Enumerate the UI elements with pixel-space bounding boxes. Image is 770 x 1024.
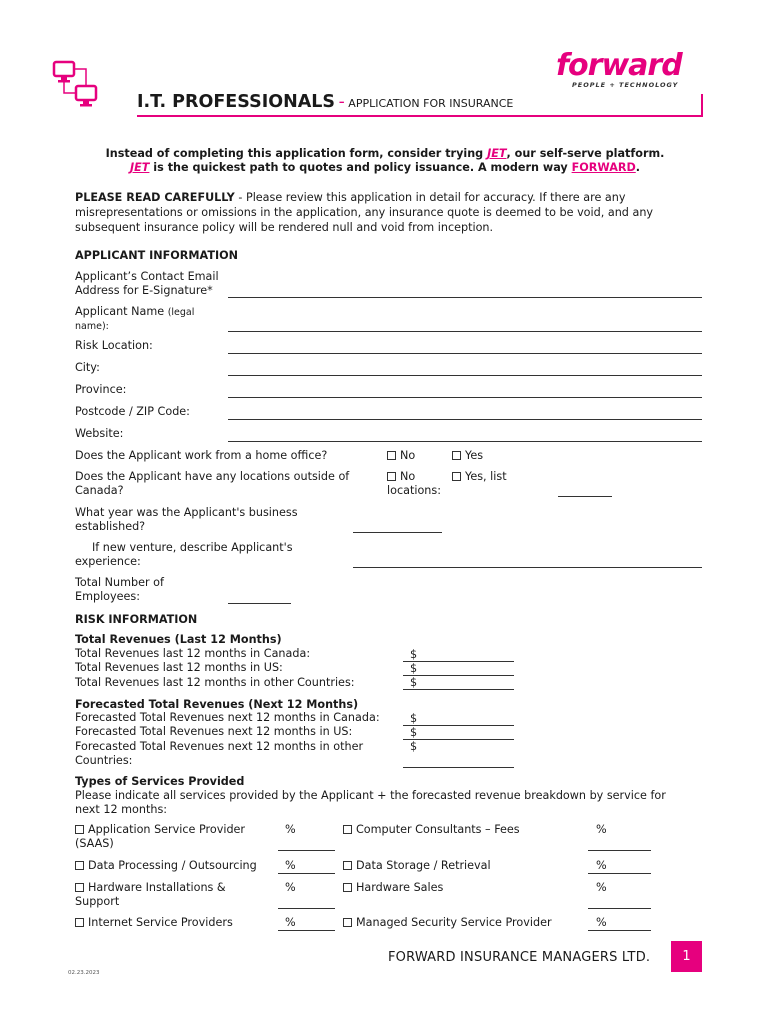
- locations-list-field[interactable]: [558, 496, 612, 497]
- computers-icon: [52, 58, 100, 110]
- service-label: Hardware Installations &: [88, 881, 226, 894]
- services-heading: Types of Services Provided: [75, 775, 245, 788]
- home-office-question: Does the Applicant work from a home office?: [75, 449, 328, 462]
- service-managed-security[interactable]: [343, 916, 552, 930]
- description-line: Please indicate all services provided by the Applicant + the forecasted revenue breakdown by service for: [75, 789, 666, 802]
- name-label-small: (legal: [167, 307, 195, 318]
- service-isp[interactable]: [75, 916, 233, 930]
- checkbox[interactable]: [75, 918, 84, 927]
- home-office-no[interactable]: [387, 449, 415, 462]
- checkbox[interactable]: [343, 825, 352, 834]
- notice-text: subsequent insurance policy will be rendered null and void from inception.: [75, 221, 494, 234]
- question-line: established?: [75, 520, 146, 533]
- service-saas[interactable]: [75, 823, 245, 851]
- name-label-small: name):: [75, 321, 109, 332]
- notice: [75, 190, 715, 235]
- employees-field[interactable]: [228, 603, 291, 604]
- jet-link[interactable]: JET: [487, 147, 507, 160]
- province-label: Province:: [75, 383, 127, 396]
- forward-logo: [556, 50, 702, 92]
- hardware-installations-percent-field[interactable]: [278, 908, 335, 909]
- managed-security-percent-field[interactable]: [588, 930, 651, 931]
- service-label: Data Storage / Retrieval: [356, 859, 491, 872]
- service-label: Internet Service Providers: [88, 916, 233, 929]
- consultants-percent-field[interactable]: [588, 850, 651, 851]
- revenue-row-label: Forecasted Total Revenues next 12 months in US:: [75, 725, 353, 739]
- year-field[interactable]: [353, 532, 442, 533]
- postcode-field[interactable]: [228, 419, 702, 420]
- logo-wordmark: forward: [556, 48, 682, 83]
- title-corner: [701, 94, 703, 117]
- question-line: experience:: [75, 555, 141, 568]
- locations-no[interactable]: [387, 470, 441, 498]
- intro-text: .: [635, 161, 641, 174]
- revenue-row-label: Total Revenues last 12 months in US:: [75, 661, 283, 675]
- email-label-line: Address for E-Signature*: [75, 284, 213, 297]
- forecast-revenues-rows: [75, 711, 380, 768]
- locations-yes[interactable]: [452, 470, 507, 483]
- service-label: Hardware Sales: [356, 881, 444, 894]
- checkbox[interactable]: [452, 472, 461, 481]
- currency-symbol: $: [410, 648, 418, 661]
- venture-field[interactable]: [353, 567, 702, 568]
- year-question: [75, 506, 298, 534]
- label-line: Employees:: [75, 590, 141, 603]
- total-canada-field[interactable]: [403, 661, 514, 662]
- currency-symbol: $: [410, 676, 418, 689]
- option-label: Yes, list: [465, 470, 507, 483]
- service-computer-consultants[interactable]: [343, 823, 520, 837]
- checkbox[interactable]: [343, 918, 352, 927]
- title-separator: -: [338, 92, 345, 112]
- question-line: If new venture, describe Applicant's: [92, 541, 293, 554]
- checkbox[interactable]: [343, 861, 352, 870]
- description-line: next 12 months:: [75, 803, 168, 816]
- risk-location-field[interactable]: [228, 353, 702, 354]
- checkbox[interactable]: [343, 883, 352, 892]
- label-line: Total Number of: [75, 576, 164, 589]
- total-us-field[interactable]: [403, 675, 514, 676]
- checkbox[interactable]: [75, 861, 84, 870]
- forward-link[interactable]: FORWARD: [571, 161, 636, 174]
- question-line: Canada?: [75, 484, 124, 497]
- title-subtitle: APPLICATION FOR INSURANCE: [348, 97, 514, 110]
- email-label-line: Applicant’s Contact Email: [75, 270, 219, 283]
- footer-company: FORWARD INSURANCE MANAGERS LTD.: [388, 950, 651, 965]
- venture-question: [75, 541, 293, 569]
- total-other-field[interactable]: [403, 689, 514, 690]
- pct-symbol: %: [596, 823, 607, 836]
- option-label: locations:: [387, 484, 441, 497]
- city-label: City:: [75, 361, 100, 374]
- total-revenues-heading: Total Revenues (Last 12 Months): [75, 633, 282, 646]
- option-label: No: [400, 449, 416, 462]
- title-main: I.T. PROFESSIONALS: [137, 92, 336, 112]
- province-field[interactable]: [228, 397, 702, 398]
- question-line: Does the Applicant have any locations outside of: [75, 470, 350, 483]
- option-label: No: [400, 470, 416, 483]
- isp-percent-field[interactable]: [278, 930, 335, 931]
- checkbox[interactable]: [387, 451, 396, 460]
- forecast-us-field[interactable]: [403, 739, 514, 740]
- intro-text: is the quickest path to quotes and policy issuance. A modern way: [149, 161, 572, 174]
- service-label: Managed Security Service Provider: [356, 916, 552, 929]
- total-revenues-rows: [75, 647, 355, 690]
- revenue-row-label: Total Revenues last 12 months in other Countries:: [75, 675, 355, 689]
- pct-symbol: %: [596, 916, 607, 929]
- name-label: [75, 305, 194, 334]
- email-label: [75, 270, 219, 298]
- pct-symbol: %: [285, 881, 296, 894]
- service-hardware-installations[interactable]: [75, 881, 226, 909]
- currency-symbol: $: [410, 712, 418, 725]
- option-label: Yes: [465, 449, 484, 462]
- checkbox[interactable]: [75, 825, 84, 834]
- pct-symbol: %: [596, 859, 607, 872]
- intro-text: , our self-serve platform.: [506, 147, 665, 160]
- name-label-text: Applicant Name: [75, 305, 168, 318]
- service-data-processing[interactable]: [75, 859, 257, 873]
- applicant-name-field[interactable]: [228, 331, 702, 332]
- revenue-row-label: Forecasted Total Revenues next 12 months in other: [75, 739, 364, 753]
- logo-tagline: PEOPLE + TECHNOLOGY: [572, 81, 679, 89]
- page-number-badge: [671, 941, 702, 972]
- pct-symbol: %: [596, 881, 607, 894]
- service-label: Application Service Provider: [88, 823, 246, 836]
- page-number: 1: [682, 949, 691, 964]
- service-label: Data Processing / Outsourcing: [88, 859, 257, 872]
- notice-heading: PLEASE READ CAREFULLY: [75, 191, 235, 204]
- forecast-other-field[interactable]: [403, 767, 514, 768]
- website-field[interactable]: [228, 441, 702, 442]
- footer-date-code: 02.23.2023: [68, 970, 100, 976]
- question-line: What year was the Applicant's business: [75, 506, 298, 519]
- notice-text: misrepresentations or omissions in the application, any insurance quote is deemed to be void, and any: [75, 206, 654, 219]
- employees-label: [75, 576, 164, 604]
- locations-question: [75, 470, 349, 498]
- home-office-yes[interactable]: [452, 449, 483, 462]
- pct-symbol: %: [285, 916, 296, 929]
- revenue-row-label: Countries:: [75, 753, 133, 767]
- revenue-row-label: Total Revenues last 12 months in Canada:: [75, 647, 311, 660]
- checkbox[interactable]: [452, 451, 461, 460]
- postcode-label: Postcode / ZIP Code:: [75, 405, 190, 418]
- website-label: Website:: [75, 427, 124, 440]
- jet-link[interactable]: JET: [129, 161, 150, 174]
- data-processing-percent-field[interactable]: [278, 873, 335, 874]
- service-data-storage[interactable]: [343, 859, 491, 873]
- intro-text: Instead of completing this application form, consider trying: [105, 147, 488, 160]
- pct-symbol: %: [285, 823, 296, 836]
- forecast-canada-field[interactable]: [403, 725, 514, 726]
- applicant-heading: APPLICANT INFORMATION: [75, 249, 238, 262]
- intro-line-2: [0, 161, 770, 174]
- checkbox[interactable]: [75, 883, 84, 892]
- revenue-row-label: Forecasted Total Revenues next 12 months in Canada:: [75, 711, 380, 724]
- checkbox[interactable]: [387, 472, 396, 481]
- title-underline: [137, 115, 703, 117]
- city-field[interactable]: [228, 375, 702, 376]
- currency-symbol: $: [410, 740, 418, 753]
- email-field[interactable]: [228, 297, 702, 298]
- notice-text: - Please review this application in detail for accuracy. If there are any: [234, 191, 626, 204]
- pct-symbol: %: [285, 859, 296, 872]
- data-storage-percent-field[interactable]: [588, 873, 651, 874]
- services-description: [75, 789, 666, 817]
- risk-heading: RISK INFORMATION: [75, 613, 198, 626]
- saas-percent-field[interactable]: [278, 850, 335, 851]
- service-label: Computer Consultants – Fees: [356, 823, 520, 836]
- page-title: [137, 92, 513, 112]
- service-label: (SAAS): [75, 837, 114, 850]
- intro-line-1: [0, 147, 770, 160]
- currency-symbol: $: [410, 726, 418, 739]
- risk-location-label: Risk Location:: [75, 339, 153, 352]
- service-hardware-sales[interactable]: [343, 881, 443, 895]
- hardware-sales-percent-field[interactable]: [588, 908, 651, 909]
- forecast-revenues-heading: Forecasted Total Revenues (Next 12 Months): [75, 698, 359, 711]
- service-label: Support: [75, 895, 120, 908]
- currency-symbol: $: [410, 662, 418, 675]
